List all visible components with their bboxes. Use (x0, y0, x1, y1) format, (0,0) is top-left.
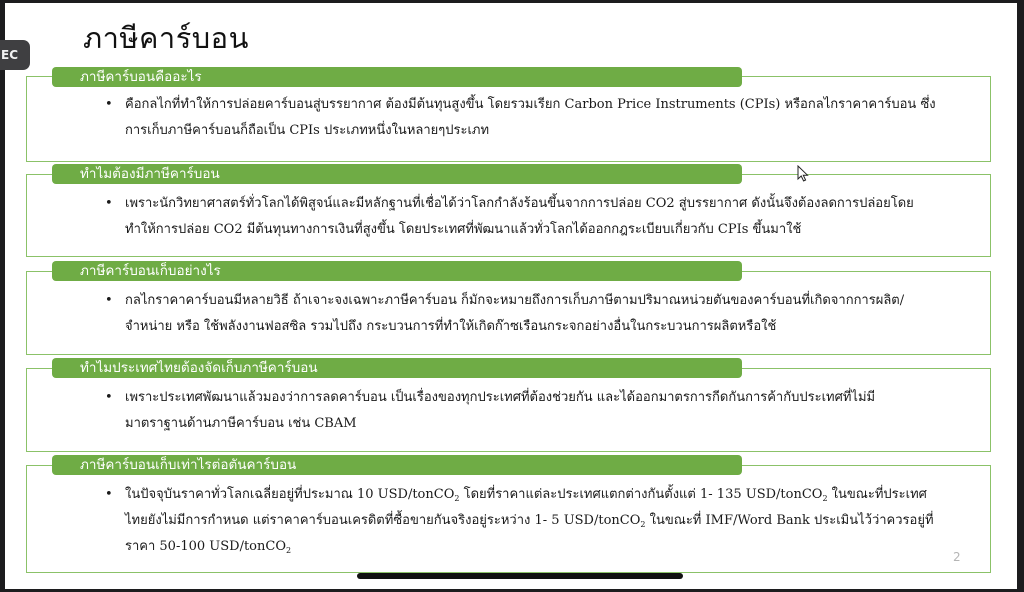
screen-edge (1017, 0, 1024, 592)
bullet-dot: • (105, 293, 113, 308)
bullet-line: ในปัจจุบันราคาทั่วโลกเฉลี่ยอยู่ที่ประมาณ 10 USD/tonCO$_2$ โดยที่ราคาแต่ละประเทศแตกต่างกันตั้งแต่ 1- 135 USD/tonCO$_2$ ในขณะที่ประเทศ (125, 487, 927, 503)
bullet-line: ไทยยังไม่มีการกำหนด แต่ราคาคาร์บอนเครดิตที่ซื้อขายกันจริงอยู่ระหว่าง 1- 5 USD/tonCO$_2$ ในขณะที่ IMF/Word Bank ประเมินไว้ว่าควรอยู่ที่ (125, 513, 934, 529)
mouse-cursor-icon (797, 165, 809, 182)
bullet-dot: • (105, 390, 113, 405)
slide-title: ภาษีคาร์บอน (83, 21, 249, 55)
bullet-line: เพราะนักวิทยาศาสตร์ทั่วโลกได้พิสูจน์และมีหลักฐานที่เชื่อได้ว่าโลกกำลังร้อนขึ้นจากการปล่อย CO2 สู่บรรยากาศ ดังนั้นจึงต้องลดการปล่อยโดย (125, 196, 914, 211)
bullet-dot: • (105, 487, 113, 502)
presentation-slide (5, 3, 1017, 589)
section-heading: ภาษีคาร์บอนเก็บอย่างไร (52, 261, 742, 281)
ec-badge[interactable]: EC (0, 40, 30, 70)
bullet-line: ทำให้การปล่อย CO2 มีต้นทุนทางการเงินที่สูงขึ้น โดยประเทศที่พัฒนาแล้วทั่วโลกได้ออกกฎระเบียบเกี่ยวกับ CPIs ขึ้นมาใช้ (125, 222, 802, 237)
section-heading: ทำไมต้องมีภาษีคาร์บอน (52, 164, 742, 184)
bullet-dot: • (105, 196, 113, 211)
section-heading: ภาษีคาร์บอนเก็บเท่าไรต่อตันคาร์บอน (52, 455, 742, 475)
section-heading: ทำไมประเทศไทยต้องจัดเก็บภาษีคาร์บอน (52, 358, 742, 378)
bullet-line: ราคา 50-100 USD/tonCO$_2$ (125, 539, 292, 555)
home-indicator[interactable] (357, 573, 683, 579)
bullet-dot: • (105, 97, 113, 112)
bullet-line: จำหน่าย หรือ ใช้พลังงานฟอสซิล รวมไปถึง กระบวนการที่ทำให้เกิดก๊าซเรือนกระจกอย่างอื่นในกระบวนการผลิตหรือใช้ (125, 319, 777, 334)
page-number: 2 (953, 550, 961, 564)
bullet-line: การเก็บภาษีคาร์บอนก็ถือเป็น CPIs ประเภทหนึ่งในหลายๆประเภท (125, 123, 490, 138)
section-heading: ภาษีคาร์บอนคืออะไร (52, 67, 742, 87)
bullet-line: มาตราฐานด้านภาษีคาร์บอน เช่น CBAM (125, 416, 357, 431)
bullet-line: คือกลไกที่ทำให้การปล่อยคาร์บอนสู่บรรยากาศ ต้องมีต้นทุนสูงขึ้น โดยรวมเรียก Carbon Price Instruments (CPIs) หรือกลไกราคาคาร์บอน ซึ่ง (125, 97, 936, 112)
bullet-line: เพราะประเทศพัฒนาแล้วมองว่าการลดคาร์บอน เป็นเรื่องของทุกประเทศที่ต้องช่วยกัน และได้ออกมาตรการกีดกันการค้ากับประเทศที่ไม่มี (125, 390, 876, 405)
bullet-line: กลไกราคาคาร์บอนมีหลายวิธี ถ้าเจาะจงเฉพาะภาษีคาร์บอน ก็มักจะหมายถึงการเก็บภาษีตามปริมาณหน่วยตันของคาร์บอนที่เกิดจากการผลิต/ (125, 293, 905, 308)
